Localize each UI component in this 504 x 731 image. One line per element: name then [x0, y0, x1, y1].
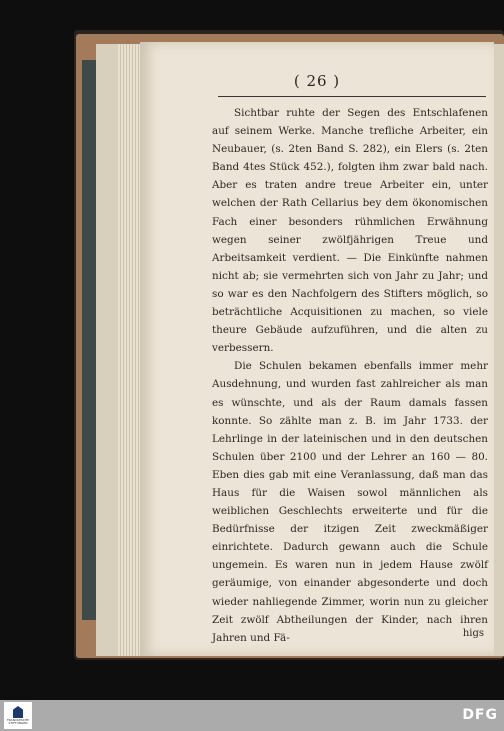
dfg-logo[interactable]: DFG — [462, 707, 498, 723]
stiftungen-logo[interactable] — [4, 702, 32, 729]
paragraph-2: Die Schulen bekamen ebenfalls immer mehr Ausdehnung, und wurden fast zahlreicher als man es wünschte, und als der Raum damals fassen konnte. So zählte man z. B. im Jahr 1733. der Lehrlinge in der lateinischen und in den deutschen Schulen über 2100 und der Lehrer an 160 — 80. Eben dies gab mit eine Veranlassung, daß man das Haus für die Waisen sowol männlichen als weiblichen Geschlechts erweiterte und für die Bedürfnisse der itzigen Zeit zweckmäßiger einrichtete. Dadurch gewann auch die Schule ungemein. Es waren nun in jedem Hause zwölf geräumige, von einander abgesonderte und doch wieder nahliegende Zimmer, worin nun zu gleicher Zeit zwölf Abtheilungen der Kinder, nach ihren Jahren und Fä- — [212, 360, 488, 644]
book-page — [140, 42, 494, 656]
viewer-footer-bar — [0, 700, 504, 731]
catchword: higs — [462, 628, 484, 639]
stiftungen-logo-text: FRANCKESCHE STIFTUNGEN — [6, 718, 30, 725]
book-spine-cloth — [82, 60, 96, 620]
header-rule — [218, 96, 486, 97]
page-number: ( 26 ) — [293, 72, 341, 90]
paragraph-1: Sichtbar ruhte der Segen des Entschlafenen auf seinem Werke. Manche trefliche Arbeiter, ein Neubauer, (s. 2ten Band S. 282), ein Elers (s. 2ten Band 4tes Stück 452.), folgten ihm zwar bald nach. Aber es traten andre treue Arbeiter ein, unter welchen der Rath Cellarius bey dem ökonomischen Fach einer besonders rühmlichen Erwähnung wegen seiner zwölfjährigen Treue und Arbeitsamkeit verdient. — Die Einkünfte nahmen nicht ab; sie vermehrten sich von Jahr zu Jahr; und so war es den Nachfolgern des Stifters möglich, so beträchtliche Acquisitionen zu machen, so viele theure Gebäude aufzuführen, und die alten zu verbessern. — [212, 107, 488, 355]
house-icon — [13, 706, 23, 718]
page-body — [212, 104, 488, 647]
